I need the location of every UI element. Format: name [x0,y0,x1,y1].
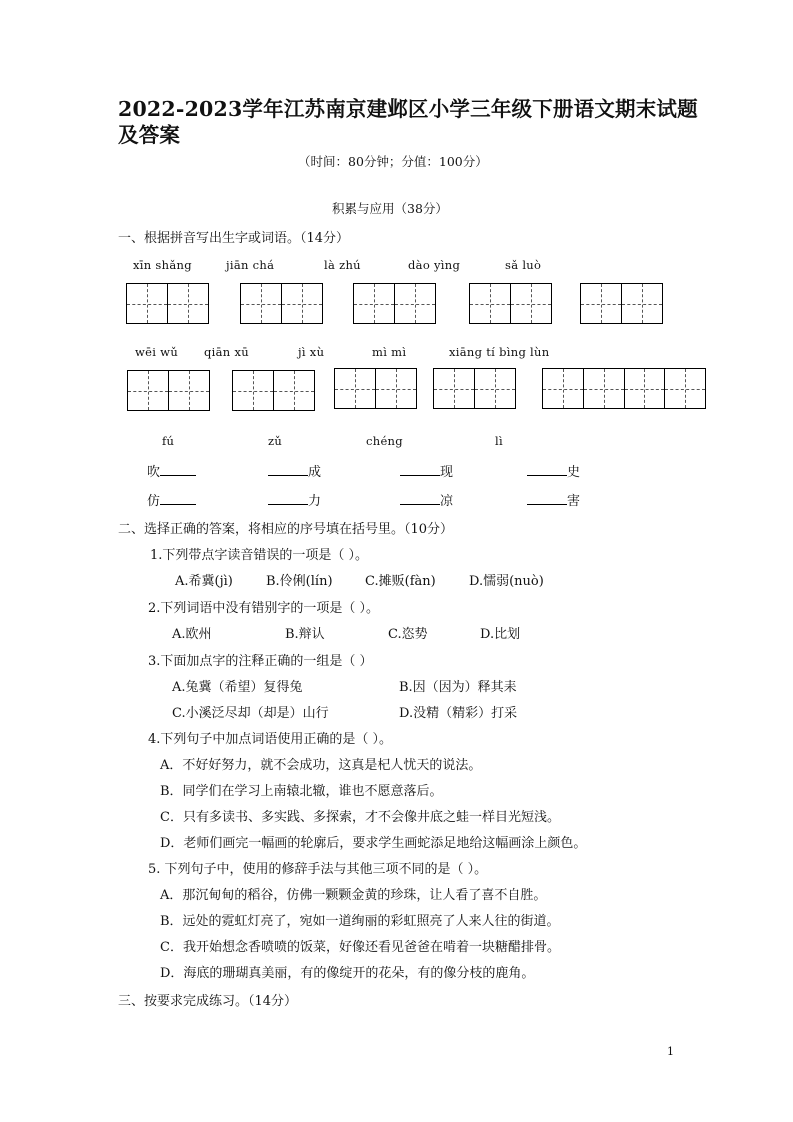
q3-heading: 三、按要求完成练习。（14分） [118,994,298,1009]
fill-item: 仿 [147,490,196,509]
option: B．同学们在学习上南辕北辙，谁也不愿意落后。 [160,784,443,799]
writing-grid[interactable] [232,370,315,411]
option: D.比划 [480,627,521,642]
pinyin: zǔ [268,434,283,448]
question-1: 1.下列带点字读音错误的一项是（ ）。 [150,548,369,563]
fill-item: 史 [527,461,580,480]
writing-grid[interactable] [542,368,706,409]
pinyin: xīn shǎng [133,258,192,272]
pinyin: fú [162,434,175,448]
option: B.因（因为）释其耒 [399,680,517,695]
option: C.摊贩(fàn) [365,574,436,589]
page-number: 1 [667,1045,674,1058]
answer-blank[interactable] [160,491,196,505]
page-title: 2022-2023学年江苏南京建邺区小学三年级下册语文期末试题及答案 [118,97,698,147]
question-4: 4.下列句子中加点词语使用正确的是（ ）。 [148,732,393,747]
option: B.伶俐(lín) [266,574,333,589]
q2-heading: 二、选择正确的答案，将相应的序号填在括号里。（10分） [118,522,454,537]
fill-item: 吹 [147,461,196,480]
pinyin: dào yìng [408,258,461,272]
option: D.懦弱(nuò) [469,574,544,589]
pinyin: xiāng tí bìng lùn [449,345,550,359]
pinyin: jì xù [298,345,325,359]
option: A．那沉甸甸的稻谷，仿佛一颗颗金黄的珍珠，让人看了喜不自胜。 [160,888,547,903]
pinyin: mì mì [372,345,407,359]
pinyin: jiān chá [226,258,275,272]
question-2: 2.下列词语中没有错别字的一项是（ ）。 [148,601,380,616]
answer-blank[interactable] [268,462,308,476]
pinyin: lì [495,434,503,448]
writing-grid[interactable] [334,368,417,409]
option: C．我开始想念香喷喷的饭菜，好像还看见爸爸在啃着一块糖醋排骨。 [160,940,560,955]
writing-grid[interactable] [240,283,323,324]
option: C．只有多读书、多实践、多探索，才不会像井底之蛙一样目光短浅。 [160,810,560,825]
option: A.欧州 [172,627,212,642]
fill-item: 害 [527,490,580,509]
option: C.小溪泛尽却（却是）山行 [172,706,329,721]
pinyin: sǎ luò [505,258,542,272]
writing-grid[interactable] [433,368,516,409]
option: B．远处的霓虹灯亮了，宛如一道绚丽的彩虹照亮了人来人往的街道。 [160,914,560,929]
answer-blank[interactable] [268,491,308,505]
option: A.兔冀（希望）复得兔 [172,680,303,695]
option: B.辩认 [285,627,325,642]
option: A．不好好努力，就不会成功，这真是杞人忧天的说法。 [160,758,482,773]
fill-item: 凉 [400,490,453,509]
q1-heading: 一、根据拼音写出生字或词语。（14分） [118,231,350,246]
writing-grid[interactable] [127,370,210,411]
answer-blank[interactable] [400,462,440,476]
answer-blank[interactable] [527,491,567,505]
pinyin: qiān xū [204,345,249,359]
option: A.希冀(jì) [175,574,233,589]
option: D.没精（精彩）打采 [399,706,518,721]
answer-blank[interactable] [400,491,440,505]
pinyin: chéng [366,434,403,448]
fill-item: 现 [400,461,453,480]
fill-item: 力 [268,490,321,509]
question-5: 5. 下列句子中，使用的修辞手法与其他三项不同的是（ ）。 [148,862,488,877]
option: D．海底的珊瑚真美丽，有的像绽开的花朵，有的像分枝的鹿角。 [160,966,535,981]
writing-grid[interactable] [469,283,552,324]
answer-blank[interactable] [527,462,567,476]
writing-grid[interactable] [580,283,663,324]
question-3: 3.下面加点字的注释正确的一组是（ ） [148,654,373,669]
writing-grid[interactable] [126,283,209,324]
fill-item: 成 [268,461,321,480]
pinyin: là zhú [324,258,361,272]
pinyin: wēi wǔ [135,345,179,359]
writing-grid[interactable] [353,283,436,324]
time-info: （时间：80分钟；分值：100分） [298,154,488,169]
answer-blank[interactable] [160,462,196,476]
option: C.恣势 [388,627,428,642]
section-title: 积累与应用（38分） [332,201,448,216]
option: D．老师们画完一幅画的轮廓后，要求学生画蛇添足地给这幅画涂上颜色。 [160,836,587,851]
